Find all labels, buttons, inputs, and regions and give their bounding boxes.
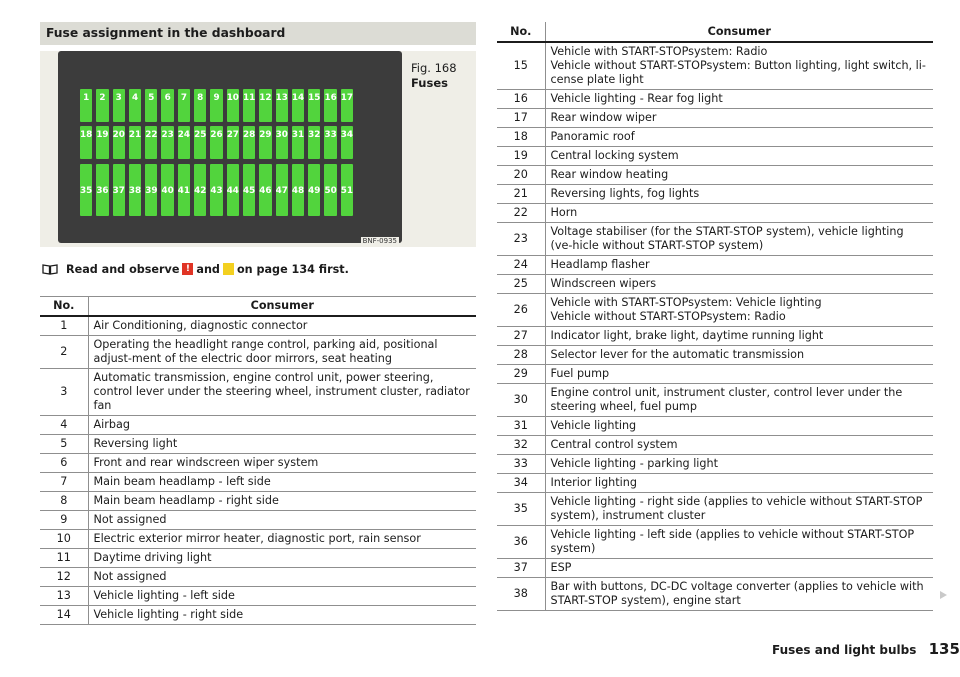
page-footer: [772, 640, 960, 658]
fuse-number-cell: 7: [40, 472, 88, 491]
fuse-number-cell: 25: [497, 275, 545, 294]
fuse-number-cell: 14: [40, 605, 88, 624]
fuse-number-cell: 34: [497, 474, 545, 493]
table-row: [497, 474, 933, 493]
table-row: [497, 166, 933, 185]
fuse-number-cell: 27: [497, 327, 545, 346]
fuse-number: 8: [197, 93, 204, 103]
fuse-table-right: [497, 22, 933, 611]
fuse-number-cell: 26: [497, 294, 545, 327]
read-note-before: Read and observe: [66, 262, 180, 276]
consumer-cell: Not assigned: [88, 510, 476, 529]
fuse-18: [80, 126, 92, 159]
consumer-cell: Vehicle with START-STOPsystem: Vehicle lighting Vehicle without START-STOPsystem: Radio: [545, 294, 933, 327]
fuse-7: [178, 89, 190, 122]
consumer-cell: Not assigned: [88, 567, 476, 586]
fuse-number: 30: [275, 130, 288, 140]
figure-name: Fuses: [411, 76, 448, 90]
fuse-49: [308, 164, 320, 216]
figure-label: Fig. 168: [411, 61, 457, 75]
fuse-31: [292, 126, 304, 159]
table-row: [40, 510, 476, 529]
table-row: [497, 109, 933, 128]
fuse-37: [113, 164, 125, 216]
fuse-29: [259, 126, 271, 159]
consumer-cell: Indicator light, brake light, daytime running light: [545, 327, 933, 346]
fuse-30: [276, 126, 288, 159]
consumer-cell: Panoramic roof: [545, 128, 933, 147]
table-row: [497, 204, 933, 223]
consumer-cell: Central control system: [545, 436, 933, 455]
fuse-number-cell: 24: [497, 256, 545, 275]
table-row: [497, 559, 933, 578]
header-consumer: Consumer: [88, 297, 476, 316]
fuse-number: 24: [177, 130, 191, 140]
fuse-number: 16: [324, 93, 337, 103]
fuse-19: [96, 126, 108, 159]
fuse-number: 20: [112, 130, 125, 140]
consumer-cell: Selector lever for the automatic transmission: [545, 346, 933, 365]
fuse-number-cell: 32: [497, 436, 545, 455]
fuse-number: 7: [180, 93, 187, 103]
consumer-cell: Bar with buttons, DC-DC voltage converter (applies to vehicle with START-STOP system), engine start: [545, 578, 933, 611]
consumer-cell: ESP: [545, 559, 933, 578]
read-note-after: on page 134 first.: [236, 262, 349, 276]
table-row: [40, 586, 476, 605]
table-row: [40, 529, 476, 548]
table-row: [40, 415, 476, 434]
fuse-45: [243, 164, 255, 216]
consumer-cell: Windscreen wipers: [545, 275, 933, 294]
fuse-28: [243, 126, 255, 159]
table-row: [497, 185, 933, 204]
table-row: [40, 453, 476, 472]
fuse-number: 14: [291, 93, 305, 103]
table-row: [497, 526, 933, 559]
consumer-cell: Operating the headlight range control, parking aid, positional adjust-ment of the electric door mirrors, seat heating: [88, 335, 476, 368]
consumer-cell: Automatic transmission, engine control unit, power steering, control lever under the steering wheel, instrument cluster, radiator fan: [88, 368, 476, 415]
table-row: [497, 128, 933, 147]
fuse-25: [194, 126, 206, 159]
fuse-number-cell: 21: [497, 185, 545, 204]
consumer-cell: Rear window wiper: [545, 109, 933, 128]
table-row: [497, 455, 933, 474]
fuse-number: 50: [324, 186, 337, 196]
header-consumer: Consumer: [545, 22, 933, 42]
table-row: [40, 472, 476, 491]
fuse-number: 51: [340, 186, 354, 196]
table-row: [40, 567, 476, 586]
fuse-23: [161, 126, 173, 159]
consumer-cell: Airbag: [88, 415, 476, 434]
fuse-number-cell: 30: [497, 384, 545, 417]
fuse-number: 23: [161, 130, 174, 140]
consumer-cell: Main beam headlamp - right side: [88, 491, 476, 510]
fuse-number-cell: 31: [497, 417, 545, 436]
fuse-36: [96, 164, 108, 216]
fuse-8: [194, 89, 206, 122]
fuse-number-cell: 2: [40, 335, 88, 368]
consumer-cell: Horn: [545, 204, 933, 223]
fuse-number: 28: [242, 130, 256, 140]
fuse-number-cell: 13: [40, 586, 88, 605]
table-row: [40, 605, 476, 624]
consumer-cell: Fuel pump: [545, 365, 933, 384]
table-row: [497, 578, 933, 611]
fuse-3: [113, 89, 125, 122]
fuse-38: [129, 164, 141, 216]
fuse-number: 35: [80, 186, 93, 196]
fuse-6: [161, 89, 173, 122]
consumer-cell: Reversing lights, fog lights: [545, 185, 933, 204]
fuse-number: 40: [161, 186, 174, 196]
consumer-cell: Air Conditioning, diagnostic connector: [88, 316, 476, 336]
fuse-number-cell: 22: [497, 204, 545, 223]
chapter-title: Fuses and light bulbs: [772, 643, 917, 657]
fuse-number: 48: [291, 186, 305, 196]
fuse-number-cell: 35: [497, 493, 545, 526]
consumer-cell: Vehicle lighting: [545, 417, 933, 436]
fuse-number: 15: [308, 93, 321, 103]
fuse-number: 25: [194, 130, 207, 140]
table-row: [497, 493, 933, 526]
fuse-number: 46: [259, 186, 272, 196]
fuse-46: [259, 164, 271, 216]
fuse-number-cell: 20: [497, 166, 545, 185]
fuse-number-cell: 10: [40, 529, 88, 548]
warning-red-icon: !: [182, 263, 193, 275]
fuse-number: 39: [145, 186, 158, 196]
fuse-number-cell: 33: [497, 455, 545, 474]
fuse-number-cell: 1: [40, 316, 88, 336]
fuse-number-cell: 19: [497, 147, 545, 166]
table-row: [40, 434, 476, 453]
fuse-number-cell: 3: [40, 368, 88, 415]
consumer-cell: Vehicle with START-STOPsystem: Radio Vehicle without START-STOPsystem: Button lighting, light switch, li-cense plate light: [545, 42, 933, 90]
fuse-27: [227, 126, 239, 159]
consumer-cell: Main beam headlamp - left side: [88, 472, 476, 491]
consumer-cell: Vehicle lighting - right side (applies to vehicle without START-STOP system), instrument cluster: [545, 493, 933, 526]
fuse-number-cell: 15: [497, 42, 545, 90]
fuse-number: 1: [83, 93, 90, 103]
fuse-number-cell: 36: [497, 526, 545, 559]
figure: [40, 51, 476, 247]
fuse-34: [341, 126, 353, 159]
table-row: [497, 365, 933, 384]
table-row: [497, 256, 933, 275]
fuse-number: 3: [115, 93, 122, 103]
fuse-number: 12: [259, 93, 272, 103]
fuse-number: 27: [226, 130, 239, 140]
fuse-12: [259, 89, 271, 122]
fuse-number-cell: 5: [40, 434, 88, 453]
read-note: [40, 259, 476, 279]
book-icon: [42, 263, 58, 275]
consumer-cell: Central locking system: [545, 147, 933, 166]
consumer-cell: Voltage stabiliser (for the START-STOP system), vehicle lighting (ve-hicle without START-STOP system): [545, 223, 933, 256]
fuse-16: [324, 89, 336, 122]
fuse-48: [292, 164, 304, 216]
fuse-20: [113, 126, 125, 159]
fuse-number-cell: 9: [40, 510, 88, 529]
fuse-50: [324, 164, 336, 216]
table-row: [497, 90, 933, 109]
fuse-number: 6: [164, 93, 171, 103]
consumer-cell: Headlamp flasher: [545, 256, 933, 275]
table-row: [497, 436, 933, 455]
table-row: [497, 294, 933, 327]
fuse-32: [308, 126, 320, 159]
fuse-number: 36: [96, 186, 109, 196]
fuse-number: 22: [145, 130, 158, 140]
table-row: [40, 491, 476, 510]
consumer-cell: Vehicle lighting - left side (applies to vehicle without START-STOP system): [545, 526, 933, 559]
fuse-11: [243, 89, 255, 122]
fuse-1: [80, 89, 92, 122]
table-row: [40, 368, 476, 415]
fuse-number: 26: [210, 130, 223, 140]
right-column: [497, 22, 933, 611]
consumer-cell: Vehicle lighting - right side: [88, 605, 476, 624]
fuse-33: [324, 126, 336, 159]
fuse-number-cell: 23: [497, 223, 545, 256]
table-row: [40, 316, 476, 336]
caution-yellow-icon: [223, 263, 234, 275]
fuse-40: [161, 164, 173, 216]
table-header-row: [497, 22, 933, 42]
consumer-cell: Daytime driving light: [88, 548, 476, 567]
fuse-table-left: [40, 296, 476, 625]
table-row: [497, 327, 933, 346]
left-column: [40, 22, 476, 625]
fuse-2: [96, 89, 108, 122]
fuse-43: [210, 164, 222, 216]
fuse-number: 42: [194, 186, 207, 196]
fuse-number-cell: 37: [497, 559, 545, 578]
consumer-cell: Reversing light: [88, 434, 476, 453]
fuse-35: [80, 164, 92, 216]
fuse-number: 38: [128, 186, 142, 196]
table-row: [40, 335, 476, 368]
table-row: [40, 548, 476, 567]
fuse-number: 37: [112, 186, 125, 196]
fuse-number: 49: [308, 186, 321, 196]
header-no: No.: [497, 22, 545, 42]
fuse-number-cell: 18: [497, 128, 545, 147]
consumer-cell: Electric exterior mirror heater, diagnostic port, rain sensor: [88, 529, 476, 548]
fuse-44: [227, 164, 239, 216]
table-row: [497, 223, 933, 256]
fuse-number-cell: 4: [40, 415, 88, 434]
read-note-between: and: [196, 262, 220, 276]
fuse-number-cell: 16: [497, 90, 545, 109]
fuse-number: 18: [80, 130, 93, 140]
consumer-cell: Vehicle lighting - parking light: [545, 455, 933, 474]
fuse-number-cell: 11: [40, 548, 88, 567]
fuse-number: 11: [242, 93, 256, 103]
fuse-number-cell: 12: [40, 567, 88, 586]
fuse-21: [129, 126, 141, 159]
fuse-15: [308, 89, 320, 122]
fuse-number-cell: 38: [497, 578, 545, 611]
table-row: [497, 417, 933, 436]
figure-caption: [411, 61, 457, 91]
fuse-9: [210, 89, 222, 122]
fuse-39: [145, 164, 157, 216]
fuse-number-cell: 8: [40, 491, 88, 510]
fuse-number: 5: [148, 93, 155, 103]
fuse-4: [129, 89, 141, 122]
fuse-22: [145, 126, 157, 159]
fuse-number: 31: [291, 130, 305, 140]
consumer-cell: Rear window heating: [545, 166, 933, 185]
fuse-number: 32: [308, 130, 321, 140]
fuse-number: 34: [340, 130, 354, 140]
fuse-table-right-body: [497, 42, 933, 611]
figure-code: BNF-0935: [362, 237, 397, 245]
fuse-number: 44: [226, 186, 239, 196]
fuse-number: 45: [242, 186, 256, 196]
page-number: 135: [928, 640, 960, 658]
fuse-42: [194, 164, 206, 216]
fuse-number-cell: 28: [497, 346, 545, 365]
table-row: [497, 42, 933, 90]
consumer-cell: Front and rear windscreen wiper system: [88, 453, 476, 472]
continue-arrow-icon: [940, 591, 947, 599]
fuse-number: 41: [177, 186, 191, 196]
section-title: Fuse assignment in the dashboard: [40, 22, 476, 45]
fuse-41: [178, 164, 190, 216]
fuse-number: 19: [96, 130, 109, 140]
fuse-number-cell: 17: [497, 109, 545, 128]
fuse-number: 9: [213, 93, 220, 103]
fuse-table-left-body: [40, 316, 476, 625]
table-header-row: [40, 297, 476, 316]
fuse-number: 2: [99, 93, 106, 103]
fuse-number: 13: [275, 93, 288, 103]
consumer-cell: Interior lighting: [545, 474, 933, 493]
fuse-5: [145, 89, 157, 122]
fuse-51: [341, 164, 353, 216]
fuse-14: [292, 89, 304, 122]
fuse-26: [210, 126, 222, 159]
fuse-row-2: [80, 126, 353, 159]
table-row: [497, 147, 933, 166]
fuse-number: 17: [340, 93, 354, 103]
fuse-10: [227, 89, 239, 122]
fuse-row-3: [80, 164, 353, 216]
fuse-17: [341, 89, 353, 122]
fuse-number: 33: [324, 130, 337, 140]
fuse-panel-diagram: [58, 51, 402, 243]
fuse-row-1: [80, 89, 353, 122]
consumer-cell: Engine control unit, instrument cluster, control lever under the steering wheel, fuel pump: [545, 384, 933, 417]
consumer-cell: Vehicle lighting - left side: [88, 586, 476, 605]
fuse-24: [178, 126, 190, 159]
header-no: No.: [40, 297, 88, 316]
consumer-cell: Vehicle lighting - Rear fog light: [545, 90, 933, 109]
table-row: [497, 275, 933, 294]
table-row: [497, 346, 933, 365]
table-row: [497, 384, 933, 417]
fuse-47: [276, 164, 288, 216]
fuse-number: 4: [131, 93, 139, 103]
fuse-13: [276, 89, 288, 122]
fuse-number-cell: 6: [40, 453, 88, 472]
fuse-number: 47: [275, 186, 288, 196]
fuse-number: 29: [259, 130, 272, 140]
fuse-number: 21: [128, 130, 142, 140]
fuse-number-cell: 29: [497, 365, 545, 384]
fuse-number: 43: [210, 186, 223, 196]
fuse-number: 10: [226, 93, 239, 103]
